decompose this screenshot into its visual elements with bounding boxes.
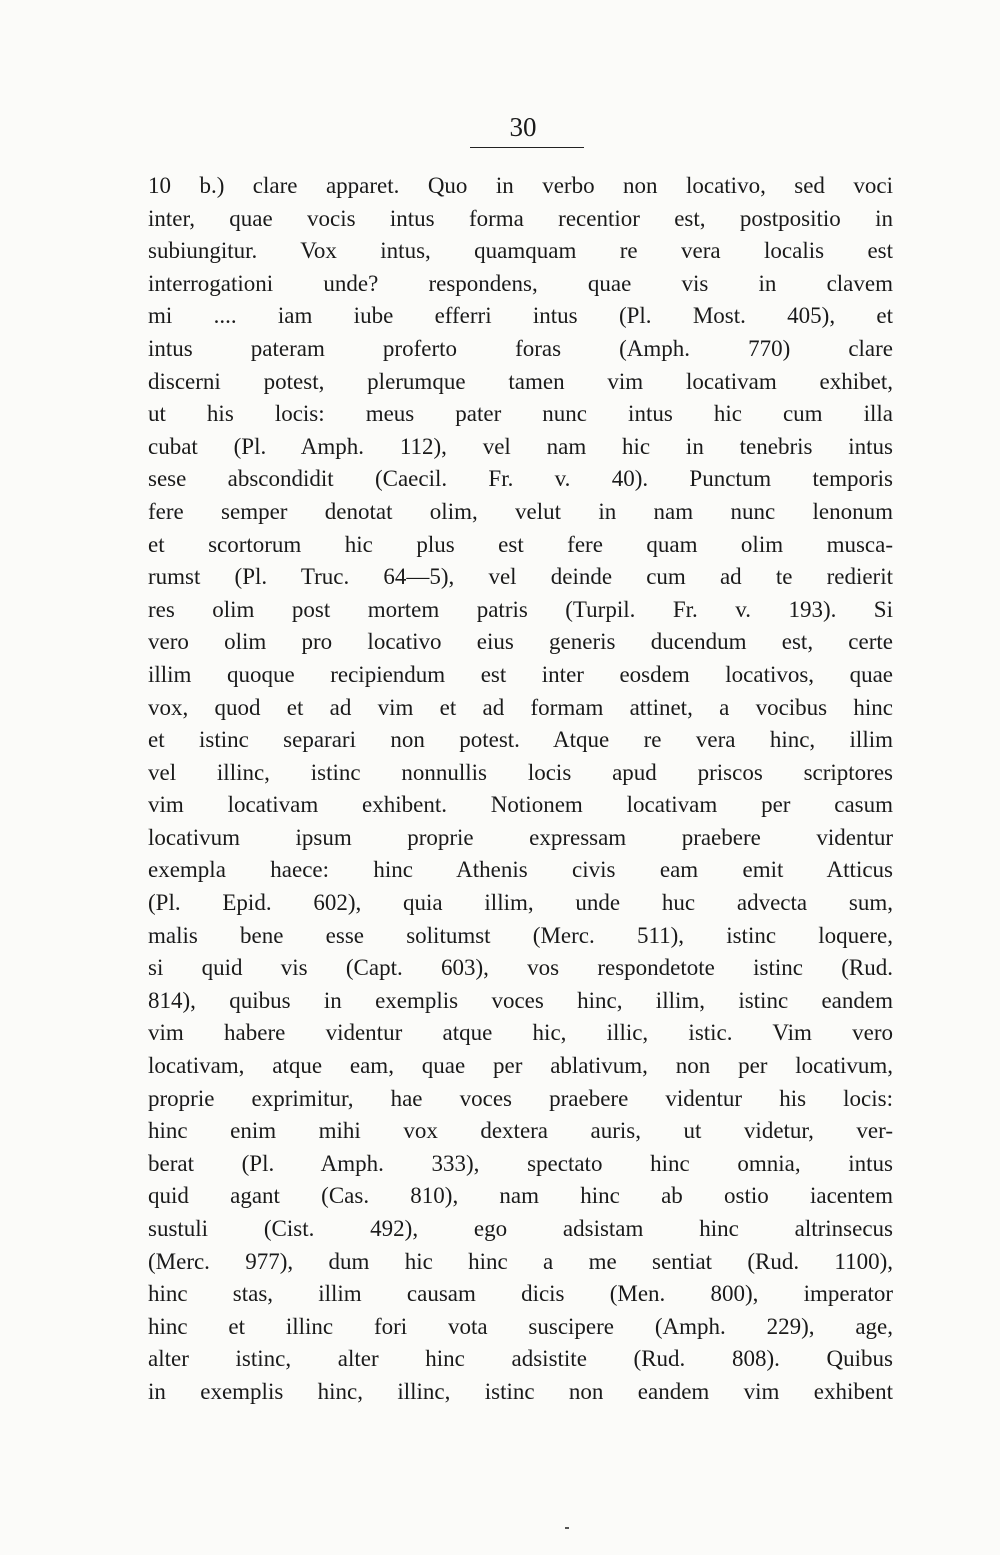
text-line: interrogationi unde? respondens, quae vis in clavem [148,270,893,296]
text-line: exempla haece: hinc Athenis civis eam emit Atticus [148,857,893,883]
text-line: vero olim pro locativo eius generis ducendum est, certe [148,629,893,655]
text-line: illim quoque recipiendum est inter eosdem locativos, quae [148,661,893,687]
page-number: 30 [509,112,537,142]
text-line: hinc et illinc fori vota suscipere (Amph. 229), age, [148,1313,893,1339]
text-line: sustuli (Cist. 492), ego adsistam hinc altrinsecus [148,1216,893,1241]
text-line: vim habere videntur atque hic, illic, istic. Vim vero [148,1020,893,1046]
text-line: subiungitur. Vox intus, quamquam re vera localis est [148,238,893,264]
text-line: (Merc. 977), dum hic hinc a me sentiat (Rud. 1100), [148,1248,893,1274]
text-line: res olim post mortem patris (Turpil. Fr. v. 193). Si [148,596,893,622]
page-number-rule [470,147,584,148]
text-line: et istinc separari non potest. Atque re vera hinc, illim [148,727,893,753]
text-line: locativum ipsum proprie expressam praebere videntur [148,824,893,850]
text-line: hinc stas, illim causam dicis (Men. 800), imperator [148,1281,893,1307]
text-line: ut his locis: meus pater nunc intus hic cum illa [148,401,893,427]
text-line: 10 b.) clare apparet. Quo in verbo non locativo, sed voci [148,173,893,198]
text-line: mi .... iam iube efferri intus (Pl. Most. 405), et [148,303,893,329]
footer-mark [565,1527,569,1529]
text-line: 814), quibus in exemplis voces hinc, illim, istinc eandem [148,987,893,1013]
text-line: quid agant (Cas. 810), nam hinc ab ostio iacentem [148,1183,893,1209]
text-line: fere semper denotat olim, velut in nam nunc lenonum [148,498,893,524]
text-line: et scortorum hic plus est fere quam olim musca- [148,531,893,557]
text-line: vox, quod et ad vim et ad formam attinet, a vocibus hinc [148,694,893,720]
text-line: alter istinc, alter hinc adsistite (Rud. 808). Quibus [148,1346,893,1372]
text-line: intus pateram proferto foras (Amph. 770) clare [148,335,893,361]
body-text [148,170,893,1409]
text-line: hinc enim mihi vox dextera auris, ut videtur, ver- [148,1118,893,1144]
text-line: cubat (Pl. Amph. 112), vel nam hic in tenebris intus [148,433,893,459]
text-line: (Pl. Epid. 602), quia illim, unde huc advecta sum, [148,890,893,916]
text-line: vel illinc, istinc nonnullis locis apud priscos scriptores [148,759,893,785]
text-line: proprie exprimitur, hae voces praebere videntur his locis: [148,1085,893,1111]
text-line: malis bene esse solitumst (Merc. 511), istinc loquere, [148,922,893,948]
text-line: si quid vis (Capt. 603), vos respondetote istinc (Rud. [148,955,893,981]
text-line: vim locativam exhibent. Notionem locativam per casum [148,792,893,818]
text-line: sese abscondidit (Caecil. Fr. v. 40). Punctum temporis [148,466,893,492]
text-line: inter, quae vocis intus forma recentior est, postpositio in [148,205,893,231]
text-line: locativam, atque eam, quae per ablativum, non per locativum, [148,1053,893,1079]
text-line: berat (Pl. Amph. 333), spectato hinc omnia, intus [148,1150,893,1176]
text-line: in exemplis hinc, illinc, istinc non eandem vim exhibent [148,1378,893,1404]
text-line: discerni potest, plerumque tamen vim locativam exhibet, [148,368,893,394]
text-line: rumst (Pl. Truc. 64—5), vel deinde cum ad te redierit [148,564,893,590]
